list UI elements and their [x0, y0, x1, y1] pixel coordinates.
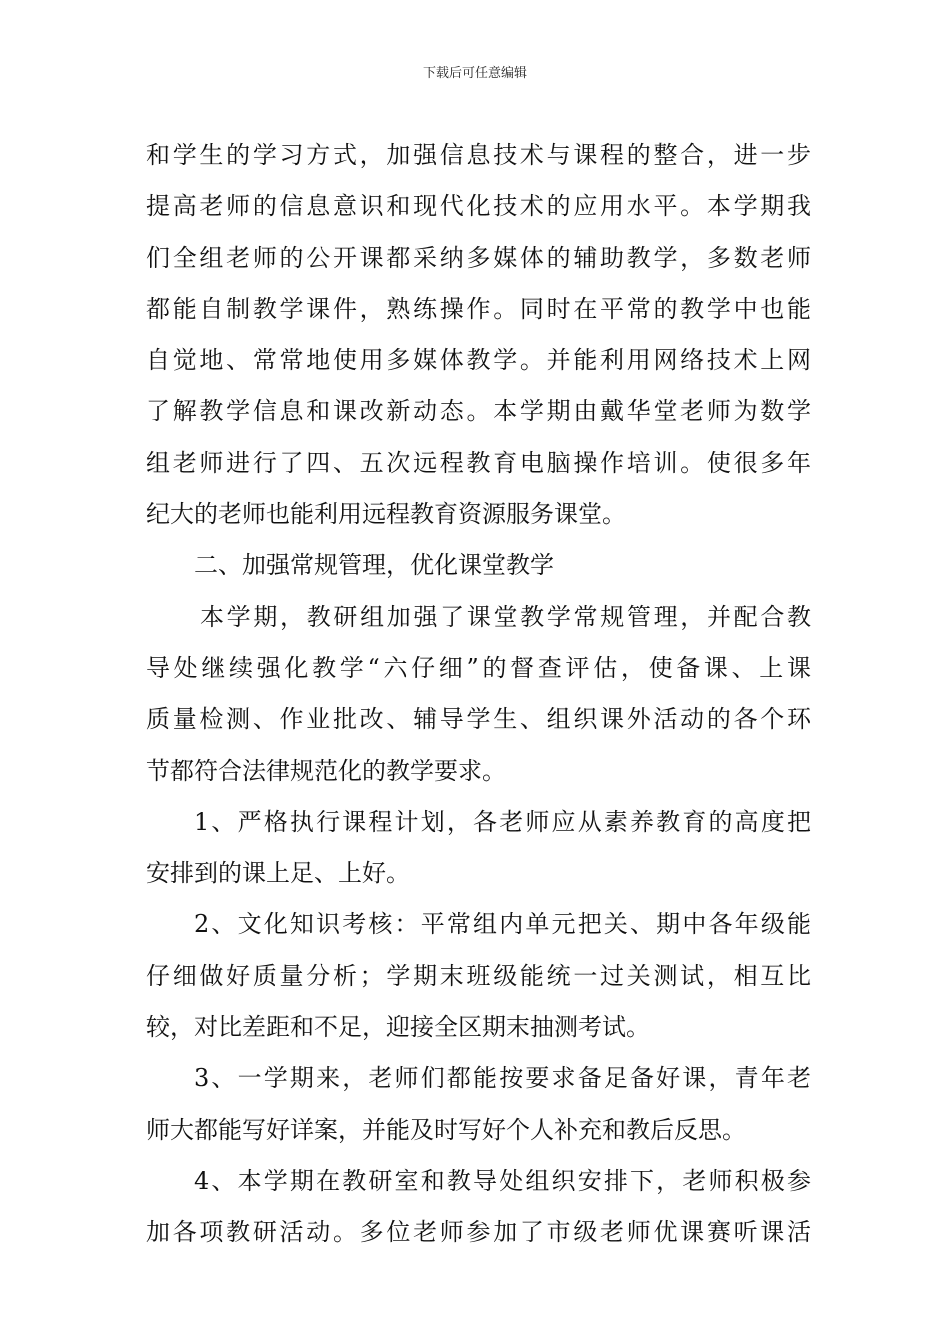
paragraph — [146, 592, 811, 797]
text-line: 自觉地、常常地使用多媒体教学。并能利用网络技术上网 — [146, 346, 811, 375]
text-line: 2、文化知识考核：平常组内单元把关、期中各年级能 — [194, 910, 811, 939]
text-line: 较，对比差距和不足，迎接全区期末抽测考试。 — [146, 1013, 650, 1042]
section-heading — [146, 540, 811, 591]
text-line: 3、一学期来，老师们都能按要求备足备好课，青年老 — [194, 1064, 811, 1093]
text-line: 1、严格执行课程计划，各老师应从素养教育的高度把 — [194, 807, 811, 836]
paragraph — [146, 1156, 811, 1259]
text-line: 提高老师的信息意识和现代化技术的应用水平。本学期我 — [146, 192, 811, 221]
paragraph — [146, 797, 811, 900]
text-line: 本学期，教研组加强了课堂教学常规管理，并配合教 — [200, 602, 811, 631]
text-line: 们全组老师的公开课都采纳多媒体的辅助教学，多数老师 — [146, 243, 811, 272]
text-line: 组老师进行了四、五次远程教育电脑操作培训。使很多年 — [146, 448, 811, 477]
text-line: 都能自制教学课件，熟练操作。同时在平常的教学中也能 — [146, 294, 811, 323]
text-line: 二、加强常规管理，优化课堂教学 — [194, 551, 554, 580]
text-line: 导处继续强化教学“六仔细”的督查评估，使备课、上课 — [146, 653, 811, 682]
text-line: 质量检测、作业批改、辅导学生、组织课外活动的各个环 — [146, 705, 811, 734]
text-line: 和学生的学习方式，加强信息技术与课程的整合，进一步 — [146, 141, 811, 169]
text-line: 师大都能写好详案，并能及时写好个人补充和教后反思。 — [146, 1115, 746, 1144]
document-body — [146, 130, 811, 1259]
text-line: 4、本学期在教研室和教导处组织安排下，老师积极参 — [194, 1166, 811, 1195]
paragraph — [146, 1053, 811, 1156]
text-line: 安排到的课上足、上好。 — [146, 859, 410, 888]
page-header: 下载后可任意编辑 — [422, 66, 527, 81]
paragraph — [146, 130, 811, 540]
text-line: 仔细做好质量分析；学期末班级能统一过关测试，相互比 — [146, 961, 811, 990]
text-line: 节都符合法律规范化的教学要求。 — [146, 756, 506, 785]
text-line: 加各项教研活动。多位老师参加了市级老师优课赛听课活 — [146, 1218, 811, 1247]
text-line: 了解教学信息和课改新动态。本学期由戴华堂老师为数学 — [146, 397, 811, 426]
text-line: 纪大的老师也能利用远程教育资源服务课堂。 — [146, 500, 626, 529]
paragraph — [146, 899, 811, 1053]
